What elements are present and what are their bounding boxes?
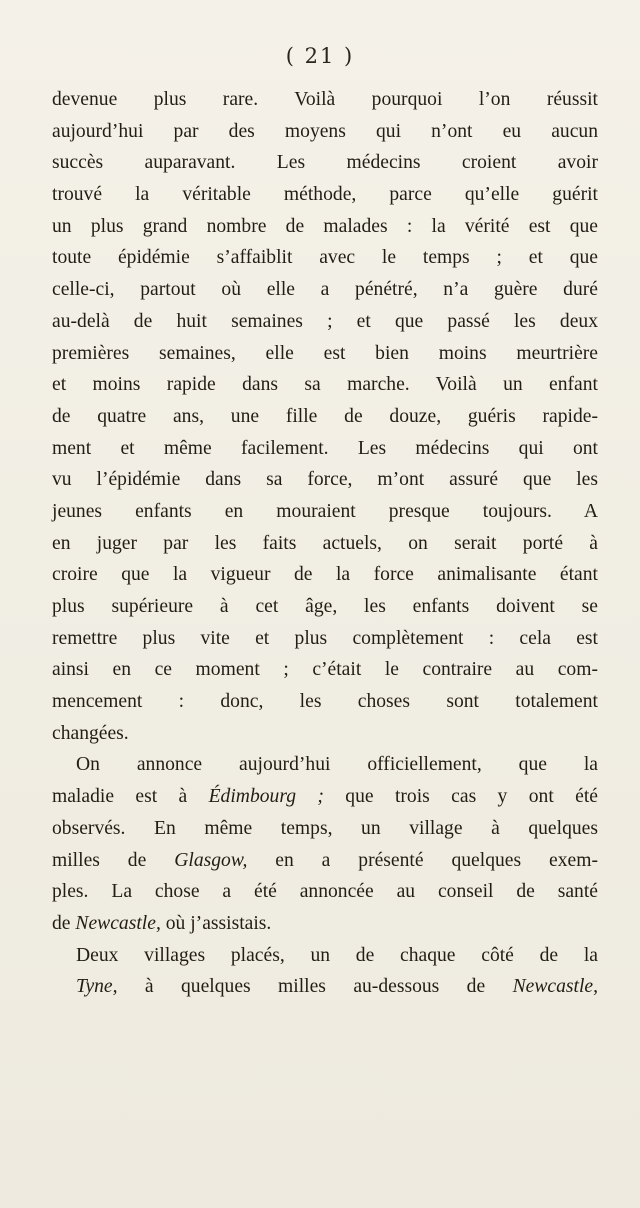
text-line: [52, 845, 598, 877]
place-name-glasgow: Glasgow,: [174, 849, 248, 871]
page-number: ( 21 ): [285, 44, 355, 68]
text-line: toute épidémie s’affaiblit avec le temps ; et que: [52, 247, 598, 269]
text-run: que trois cas y ont été: [323, 786, 598, 808]
text-line: celle-ci, partout où elle a pénétré, n’a guère duré: [52, 279, 598, 301]
text-line: Deux villages placés, un de chaque côté de la: [76, 944, 598, 966]
text-line: devenue plus rare. Voilà pourquoi l’on réussit: [52, 89, 598, 110]
paragraph-2: [52, 749, 598, 939]
text-line: et moins rapide dans sa marche. Voilà un enfant: [52, 374, 598, 396]
text-line: ainsi en ce moment ; c’était le contraire au com-: [52, 659, 598, 681]
text-line: en juger par les faits actuels, on serait porté à: [52, 532, 598, 554]
text-run: maladie est à: [52, 786, 209, 808]
text-line: [52, 971, 598, 1003]
text-run: à quelques milles au-dessous de: [117, 976, 513, 998]
place-name-newcastle: Newcastle,: [512, 976, 598, 998]
text-line: premières semaines, elle est bien moins meurtrière: [52, 342, 598, 364]
text-line: au-delà de huit semaines ; et que passé les deux: [52, 310, 598, 332]
paragraph-1: [52, 84, 598, 749]
place-name-newcastle: Newcastle,: [75, 912, 161, 934]
text-line: ment et même facilement. Les médecins qui ont: [52, 437, 598, 459]
text-line: [52, 908, 598, 940]
text-line: jeunes enfants en mouraient presque toujours. A: [52, 500, 598, 522]
text-line: succès auparavant. Les médecins croient avoir: [52, 152, 598, 174]
body-text: [52, 84, 598, 1003]
text-run: où j’assistais.: [160, 912, 272, 934]
text-line: trouvé la véritable méthode, parce qu’elle guérit: [52, 184, 598, 206]
text-line: changées.: [52, 722, 129, 744]
text-line: [52, 781, 598, 813]
place-name-edimbourg: Édimbourg ;: [208, 786, 324, 808]
text-line: ples. La chose a été annoncée au conseil de santé: [52, 881, 598, 903]
text-line: aujourd’hui par des moyens qui n’ont eu aucun: [52, 120, 598, 142]
text-line: de quatre ans, une fille de douze, guéris rapide-: [52, 405, 598, 427]
place-name-tyne: Tyne,: [76, 976, 118, 998]
text-run: de: [52, 912, 76, 934]
text-line: plus supérieure à cet âge, les enfants doivent se: [52, 596, 598, 617]
text-line: remettre plus vite et plus complètement : cela est: [52, 627, 598, 649]
text-line: observés. En même temps, un village à quelques: [52, 817, 598, 839]
text-line: On annonce aujourd’hui officiellement, que la: [76, 754, 598, 776]
text-line: mencement : donc, les choses sont totalement: [52, 691, 598, 713]
text-line: vu l’épidémie dans sa force, m’ont assuré que les: [52, 469, 598, 491]
text-run: en a présenté quelques exem-: [247, 849, 598, 871]
paragraph-3: [52, 940, 598, 1003]
text-run: milles de: [52, 849, 175, 871]
text-line: un plus grand nombre de malades : la vérité est que: [52, 215, 598, 237]
text-line: croire que la vigueur de la force animalisante étant: [52, 564, 598, 586]
